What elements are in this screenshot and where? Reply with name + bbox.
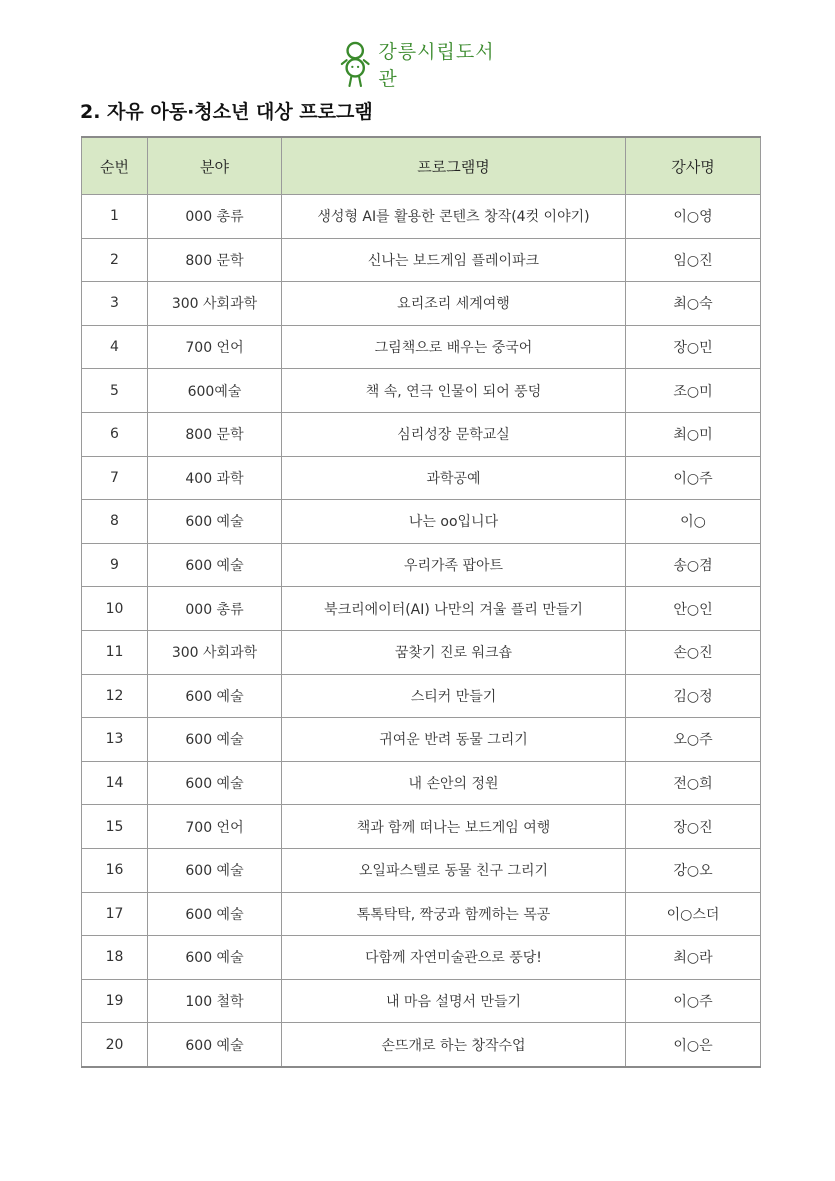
cell-instructor: 장○민 [626, 325, 761, 369]
cell-program: 생성형 AI를 활용한 콘텐츠 창작(4컷 이야기) [282, 195, 626, 239]
cell-program: 스티커 만들기 [282, 674, 626, 718]
cell-no: 17 [82, 892, 148, 936]
cell-instructor: 손○진 [626, 630, 761, 674]
cell-program: 그림책으로 배우는 중국어 [282, 325, 626, 369]
table-row [82, 238, 761, 282]
cell-instructor: 김○정 [626, 674, 761, 718]
cell-no: 20 [82, 1023, 148, 1067]
cell-field: 600 예술 [148, 761, 282, 805]
cell-instructor: 이○스더 [626, 892, 761, 936]
cell-program: 다함께 자연미술관으로 풍당! [282, 936, 626, 980]
cell-instructor: 이○주 [626, 456, 761, 500]
cell-field: 600 예술 [148, 500, 282, 544]
cell-program: 내 손안의 정원 [282, 761, 626, 805]
cell-program: 내 마음 설명서 만들기 [282, 979, 626, 1023]
cell-no: 7 [82, 456, 148, 500]
table-row [82, 630, 761, 674]
table-row [82, 1023, 761, 1067]
cell-instructor: 최○숙 [626, 282, 761, 326]
cell-field: 300 사회과학 [148, 282, 282, 326]
program-table [81, 136, 761, 1068]
table-row [82, 892, 761, 936]
cell-instructor: 장○진 [626, 805, 761, 849]
column-header-no: 순번 [82, 137, 148, 195]
cell-program: 책과 함께 떠나는 보드게임 여행 [282, 805, 626, 849]
cell-no: 11 [82, 630, 148, 674]
cell-instructor: 이○주 [626, 979, 761, 1023]
cell-no: 4 [82, 325, 148, 369]
cell-no: 13 [82, 718, 148, 762]
cell-field: 600 예술 [148, 1023, 282, 1067]
cell-no: 6 [82, 412, 148, 456]
cell-field: 600 예술 [148, 543, 282, 587]
table-row [82, 282, 761, 326]
cell-instructor: 최○미 [626, 412, 761, 456]
table-row [82, 412, 761, 456]
column-header-instructor: 강사명 [626, 137, 761, 195]
cell-program: 톡톡탁탁, 짝궁과 함께하는 목공 [282, 892, 626, 936]
table-row [82, 979, 761, 1023]
table-row [82, 369, 761, 413]
cell-program: 손뜨개로 하는 창작수업 [282, 1023, 626, 1067]
cell-no: 14 [82, 761, 148, 805]
cell-instructor: 강○오 [626, 848, 761, 892]
cell-no: 10 [82, 587, 148, 631]
cell-program: 신나는 보드게임 플레이파크 [282, 238, 626, 282]
cell-no: 5 [82, 369, 148, 413]
cell-instructor: 조○미 [626, 369, 761, 413]
section-title: 2. 자유 아동·청소년 대상 프로그램 [80, 101, 373, 123]
table-row [82, 718, 761, 762]
cell-field: 600 예술 [148, 848, 282, 892]
cell-instructor: 안○인 [626, 587, 761, 631]
table-row [82, 587, 761, 631]
table-row [82, 936, 761, 980]
table-row [82, 456, 761, 500]
cell-instructor: 전○희 [626, 761, 761, 805]
cell-program: 과학공예 [282, 456, 626, 500]
cell-program: 꿈찾기 진로 워크숍 [282, 630, 626, 674]
cell-field: 600 예술 [148, 718, 282, 762]
cell-field: 600 예술 [148, 892, 282, 936]
cell-instructor: 이○ [626, 500, 761, 544]
table-row [82, 325, 761, 369]
cell-program: 나는 oo입니다 [282, 500, 626, 544]
cell-no: 1 [82, 195, 148, 239]
library-logo [338, 36, 508, 92]
cell-no: 19 [82, 979, 148, 1023]
cell-program: 북크리에이터(AI) 나만의 겨울 플리 만들기 [282, 587, 626, 631]
table-row [82, 195, 761, 239]
cell-instructor: 이○은 [626, 1023, 761, 1067]
cell-no: 9 [82, 543, 148, 587]
cell-field: 000 총류 [148, 587, 282, 631]
table-row [82, 543, 761, 587]
cell-instructor: 이○영 [626, 195, 761, 239]
cell-field: 400 과학 [148, 456, 282, 500]
cell-program: 심리성장 문학교실 [282, 412, 626, 456]
cell-program: 우리가족 팝아트 [282, 543, 626, 587]
cell-no: 2 [82, 238, 148, 282]
column-header-program: 프로그램명 [282, 137, 626, 195]
cell-field: 000 총류 [148, 195, 282, 239]
cell-instructor: 오○주 [626, 718, 761, 762]
cell-no: 8 [82, 500, 148, 544]
table-row [82, 500, 761, 544]
cell-program: 오일파스텔로 동물 친구 그리기 [282, 848, 626, 892]
cell-no: 16 [82, 848, 148, 892]
table-row [82, 674, 761, 718]
cell-no: 3 [82, 282, 148, 326]
cell-field: 100 철학 [148, 979, 282, 1023]
library-mascot-icon [338, 38, 372, 90]
cell-no: 18 [82, 936, 148, 980]
cell-no: 12 [82, 674, 148, 718]
cell-program: 책 속, 연극 인물이 되어 풍덩 [282, 369, 626, 413]
cell-field: 700 언어 [148, 805, 282, 849]
cell-field: 300 사회과학 [148, 630, 282, 674]
table-row [82, 761, 761, 805]
cell-field: 600 예술 [148, 674, 282, 718]
cell-no: 15 [82, 805, 148, 849]
cell-program: 귀여운 반려 동물 그리기 [282, 718, 626, 762]
table-row [82, 848, 761, 892]
table-header-row [82, 137, 761, 195]
cell-field: 700 언어 [148, 325, 282, 369]
column-header-field: 분야 [148, 137, 282, 195]
cell-instructor: 임○진 [626, 238, 761, 282]
cell-field: 600 예술 [148, 936, 282, 980]
cell-field: 800 문학 [148, 238, 282, 282]
cell-field: 600예술 [148, 369, 282, 413]
table-row [82, 805, 761, 849]
cell-program: 요리조리 세계여행 [282, 282, 626, 326]
cell-instructor: 송○겸 [626, 543, 761, 587]
cell-field: 800 문학 [148, 412, 282, 456]
cell-instructor: 최○라 [626, 936, 761, 980]
library-name: 강릉시립도서관 [378, 41, 495, 90]
